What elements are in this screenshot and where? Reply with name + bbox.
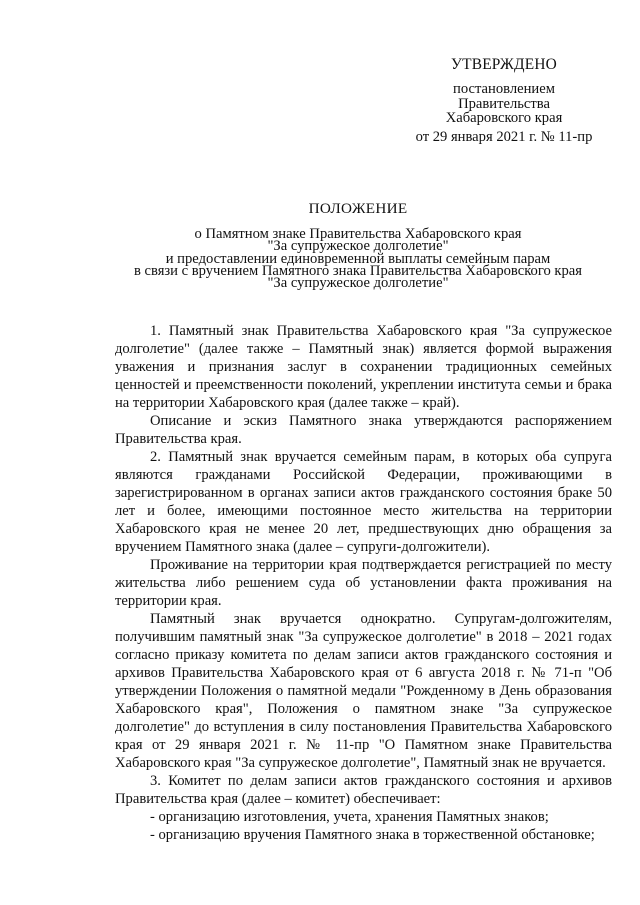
approval-date: от 29 января 2021 г. № 11-пр	[415, 129, 593, 146]
list-item-ceremony: - организацию вручения Памятного знака в торжественной обстановке;	[150, 827, 595, 843]
paragraph-3: 3. Комитет по делам записи актов гражданского состояния и архивов Правительства края (далее – комитет) обеспечивает:	[115, 773, 612, 807]
heading-line-2: "За супружеское долголетие"	[267, 238, 449, 255]
paragraph-residence: Проживание на территории края подтверждается регистрацией по месту жительства либо решением суда об установлении факта проживания на территории края.	[115, 557, 612, 609]
paragraph-2: 2. Памятный знак вручается семейным парам, в которых оба супруга являются гражданами Российской Федерации, проживающими в зарегистрированном в органах записи актов гражданского состояния браке 50 лет и более, имеющими постоянное место жительства на территории Хабаровского края не менее 20 лет, предшествующих дню обращения за вручением Памятного знака (далее – супруги-долгожители).	[115, 449, 612, 555]
heading-line-5: "За супружеское долголетие"	[267, 275, 449, 292]
heading-line-1: о Памятном знаке Правительства Хабаровского края	[194, 226, 522, 243]
approval-line-resolution: постановлением	[453, 81, 555, 98]
paragraph-description: Описание и эскиз Памятного знака утверждаются распоряжением Правительства края.	[115, 413, 612, 447]
list-item-manufacturing: - организацию изготовления, учета, хранения Памятных знаков;	[150, 809, 549, 825]
heading-line-4: в связи с вручением Памятного знака Правительства Хабаровского края	[133, 262, 582, 279]
paragraph-1: 1. Памятный знак Правительства Хабаровского края "За супружеское долголетие" (далее также – Памятный знак) является формой выражения уважения и признания заслуг в сохранении традиционных семейных ценностей и преемственности поколений, укреплении института семьи и брака на территории Хабаровского края (далее также – край).	[115, 323, 612, 411]
approval-line-government: Правительства	[458, 95, 550, 112]
approval-line-region: Хабаровского края	[445, 109, 563, 126]
approval-stamp: УТВЕРЖДЕНО	[451, 56, 557, 73]
document-body	[115, 322, 612, 844]
approval-stamp-block	[404, 58, 604, 144]
heading-line-3: и предоставлении единовременной выплаты семейным парам	[165, 250, 551, 267]
document-heading	[92, 200, 624, 292]
document-title: ПОЛОЖЕНИЕ	[308, 200, 408, 217]
paragraph-once: Памятный знак вручается однократно. Супругам-долгожителям, получившим памятный знак "За супружеское долголетие" в 2018 – 2021 годах согласно приказу комитета по делам записи актов гражданского состояния и архивов Правительства Хабаровского края от 6 августа 2018 г. № 71-п "Об утверждении Положения о памятной медали "Рожденному в День образования Хабаровского края", Положения о памятном знаке "За супружеское долголетие" до вступления в силу постановления Правительства Хабаровского края от 29 января 2021 г. № 11-пр "О Памятном знаке Правительства Хабаровского края "За супружеское долголетие", Памятный знак не вручается.	[115, 611, 612, 771]
